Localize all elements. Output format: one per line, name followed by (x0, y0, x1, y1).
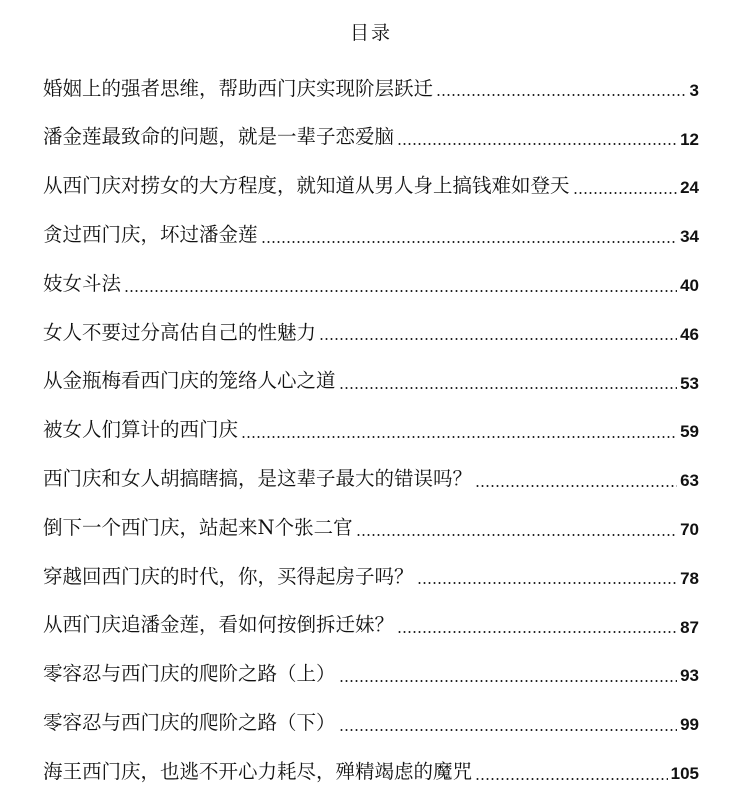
toc-entry[interactable] (43, 113, 699, 162)
dot-leader (339, 680, 678, 682)
toc-entry-title: 婚姻上的强者思维，帮助西门庆实现阶层跃迁 (43, 76, 434, 100)
dot-leader (124, 290, 677, 292)
dot-leader (241, 436, 677, 438)
toc-entry-title: 倒下一个西门庆，站起来N个张二官 (43, 515, 353, 539)
toc-entry-page: 53 (680, 373, 699, 393)
toc-entry[interactable] (43, 503, 699, 552)
toc-entry[interactable] (43, 698, 699, 747)
toc-entry[interactable] (43, 454, 699, 503)
toc-entry-title: 贪过西门庆，坏过潘金莲 (43, 223, 258, 247)
dot-leader (475, 778, 668, 780)
toc-entry-title: 零容忍与西门庆的爬阶之路（下） (43, 711, 336, 734)
dot-leader (436, 94, 687, 96)
dot-leader (261, 241, 678, 243)
toc-entry-page: 3 (689, 80, 699, 100)
dot-leader (319, 338, 677, 340)
toc-entry-page: 99 (680, 715, 699, 735)
dot-leader (397, 631, 677, 633)
toc-entry-page: 40 (680, 276, 699, 296)
dot-leader (573, 192, 678, 194)
toc-entry[interactable] (43, 162, 699, 211)
toc-entry-title: 潘金莲最致命的问题，就是一辈子恋爱脑 (43, 125, 395, 149)
dot-leader (356, 534, 678, 536)
dot-leader (339, 387, 678, 389)
toc-entry[interactable] (43, 747, 699, 796)
toc-entry[interactable] (43, 650, 699, 699)
toc-entry[interactable] (43, 552, 699, 601)
toc-entry-title: 零容忍与西门庆的爬阶之路（上） (43, 662, 336, 686)
toc-entry-title: 从金瓶梅看西门庆的笼络人心之道 (43, 369, 336, 393)
dot-leader (475, 485, 677, 487)
toc-entry-page: 87 (680, 617, 699, 637)
toc-entry-page: 93 (680, 666, 699, 686)
toc-entry-title: 穿越回西门庆的时代，你，买得起房子吗？ (43, 564, 414, 588)
toc-entry-page: 63 (680, 471, 699, 491)
toc-entry-page: 46 (680, 324, 699, 344)
toc-entry-title: 被女人们算计的西门庆 (43, 418, 239, 442)
toc-entry-title: 从西门庆对捞女的大方程度，就知道从男人身上搞钱难如登天 (43, 174, 570, 198)
toc-entry-title: 女人不要过分高估自己的性魅力 (43, 320, 317, 344)
dot-leader (417, 582, 678, 584)
toc-list (43, 64, 699, 796)
toc-entry[interactable] (43, 406, 699, 455)
toc-entry-title: 妓女斗法 (43, 271, 122, 295)
toc-entry-page: 59 (680, 422, 699, 442)
toc-entry-page: 105 (670, 764, 699, 784)
dot-leader (397, 143, 677, 145)
toc-title: 目录 (349, 22, 392, 44)
toc-entry-page: 12 (680, 129, 699, 149)
toc-entry-title: 从西门庆追潘金莲，看如何按倒拆迁妹？ (43, 613, 395, 637)
toc-entry[interactable] (43, 601, 699, 650)
toc-entry[interactable] (43, 210, 699, 259)
toc-entry-page: 78 (680, 568, 699, 588)
toc-entry-title: 西门庆和女人胡搞瞎搞，是这辈子最大的错误吗？ (43, 467, 473, 491)
toc-entry[interactable] (43, 259, 699, 308)
toc-entry[interactable] (43, 357, 699, 406)
toc-entry-title: 海王西门庆，也逃不开心力耗尽，殚精竭虑的魔咒 (43, 759, 473, 783)
toc-entry-page: 34 (680, 227, 699, 247)
toc-entry[interactable] (43, 64, 699, 113)
toc-entry-page: 70 (680, 520, 699, 540)
toc-entry[interactable] (43, 308, 699, 357)
toc-entry-page: 24 (680, 178, 699, 198)
dot-leader (339, 729, 678, 731)
